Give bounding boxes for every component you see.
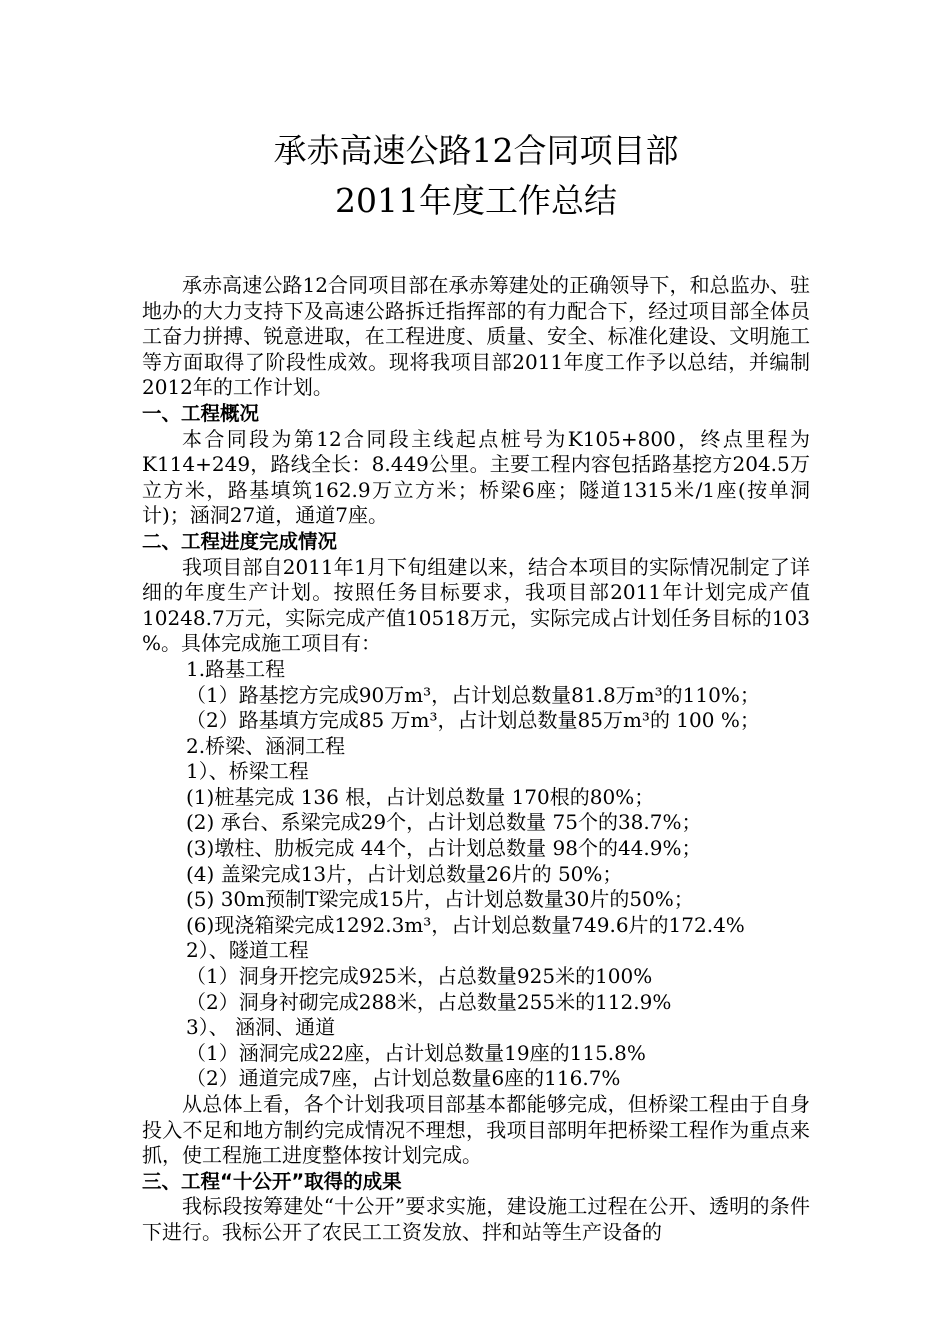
list-item: （1）洞身开挖完成925米，占总数量925米的100% <box>186 964 653 989</box>
list-item-bridge-culvert: 2.桥梁、涵洞工程 <box>186 733 346 758</box>
list-item: (6)现浇箱梁完成1292.3m³，占计划总数量749.6片的172.4% <box>186 912 745 937</box>
section-1-heading: 一、工程概况 <box>142 401 260 425</box>
list-item: (1)桩基完成 136 根，占计划总数量 170根的80%； <box>186 784 655 809</box>
list-item-tunnel: 2）、隧道工程 <box>186 938 309 963</box>
list-item: （2）路基填方完成85 万m³，占计划总数量85万m³的 100 %； <box>186 708 760 733</box>
intro-paragraph: 承赤高速公路12合同项目部在承赤筹建处的正确领导下，和总监办、驻地办的大力支持下及高速公路拆迁指挥部的有力配合下，经过项目部全体员工奋力拼搏、锐意进取，在工程进度、质量、安全、标准化建设、文明施工等方面取得了阶段性成效。现将我项目部2011年度工作予以总结，并编制2012年的工作计划。 <box>142 273 810 400</box>
section-3-heading: 三、工程“十公开”取得的成果 <box>142 1169 402 1193</box>
section-1-paragraph: 本合同段为第12合同段主线起点桩号为K105+800，终点里程为K114+249，路线全长：8.449公里。主要工程内容包括路基挖方204.5万立方米，路基填筑162.9万立方米；桥梁6座；隧道1315米/1座(按单洞计)；涵洞27道，通道7座。 <box>142 426 810 528</box>
list-item-roadbed: 1.路基工程 <box>186 656 286 681</box>
list-item: （1）路基挖方完成90万m³，占计划总数量81.8万m³的110%； <box>186 682 760 707</box>
list-item: （2）洞身衬砌完成288米，占总数量255米的112.9% <box>186 989 672 1014</box>
title-line-2: 2011年度工作总结 <box>335 181 617 220</box>
section-3-paragraph: 我标段按筹建处“十公开”要求实施，建设施工过程在公开、透明的条件下进行。我标公开了农民工工资发放、拌和站等生产设备的 <box>142 1194 810 1244</box>
title-line-1: 承赤高速公路12合同项目部 <box>273 131 679 170</box>
list-item-culvert-passage: 3）、 涵洞、通道 <box>186 1015 336 1040</box>
list-item: （1）涵洞完成22座，占计划总数量19座的115.8% <box>186 1040 646 1065</box>
list-item: (2) 承台、系梁完成29个，占计划总数量 75个的38.7%； <box>186 810 702 835</box>
list-item: (3)墩柱、肋板完成 44个，占计划总数量 98个的44.9%； <box>186 836 702 861</box>
list-item: (4) 盖梁完成13片，占计划总数量26片的 50%； <box>186 861 623 886</box>
section-2-paragraph: 我项目部自2011年1月下旬组建以来，结合本项目的实际情况制定了详细的年度生产计划。按照任务目标要求，我项目部2011年计划完成产值10248.7万元，实际完成产值10518万元，实际完成占计划任务目标的103 %。具体完成施工项目有： <box>142 554 810 656</box>
section-2-summary: 从总体上看，各个计划我项目部基本都能够完成，但桥梁工程由于自身投入不足和地方制约完成情况不理想，我项目部明年把桥梁工程作为重点来抓，使工程施工进度整体按计划完成。 <box>142 1092 810 1168</box>
list-item-bridge: 1）、桥梁工程 <box>186 759 309 784</box>
list-item: （2）通道完成7座，占计划总数量6座的116.7% <box>186 1066 621 1091</box>
section-2-heading: 二、工程进度完成情况 <box>142 529 338 553</box>
list-item: (5) 30m预制T梁完成15片，占计划总数量30片的50%； <box>186 887 694 912</box>
document-body <box>142 273 810 1246</box>
